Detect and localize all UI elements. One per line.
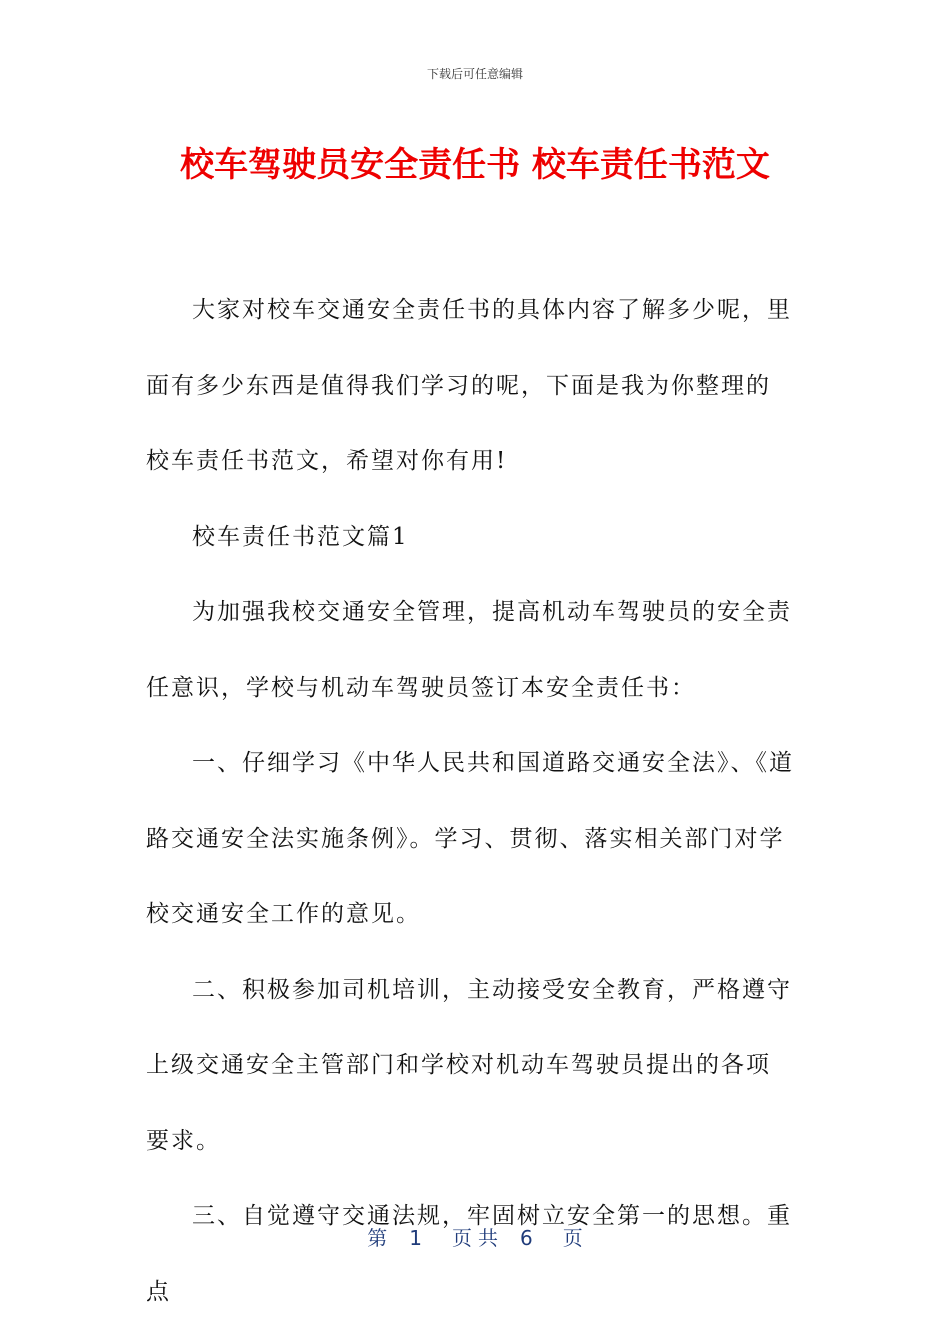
paragraph-section-heading: 校车责任书范文篇1 bbox=[192, 523, 409, 550]
footer-total-pages: 6 bbox=[520, 1226, 533, 1250]
document-title: 校车驾驶员安全责任书 校车责任书范文 bbox=[180, 145, 770, 185]
footer-total-label: 共 bbox=[478, 1226, 498, 1250]
document-body bbox=[146, 273, 794, 1330]
paragraph-purpose: 为加强我校交通安全管理，提高机动车驾驶员的安全责任意识，学校与机动车驾驶员签订本安全责任书： bbox=[146, 599, 792, 701]
paragraph-item-1: 一、仔细学习《中华人民共和国道路交通安全法》、《道路交通安全法实施条例》。学习、贯彻、落实相关部门对学校交通安全工作的意见。 bbox=[146, 750, 794, 927]
footer-total-unit: 页 bbox=[562, 1226, 583, 1250]
footer-current-page: 1 bbox=[409, 1226, 422, 1250]
paragraph-item-3: 三、自觉遵守交通法规，牢固树立安全第一的思想。重点 bbox=[146, 1203, 792, 1305]
page-footer bbox=[0, 1224, 950, 1252]
paragraph-intro: 大家对校车交通安全责任书的具体内容了解多少呢，里面有多少东西是值得我们学习的呢，下面是我为你整理的校车责任书范文，希望对你有用! bbox=[146, 297, 792, 474]
header-note: 下载后可任意编辑 bbox=[426, 67, 523, 81]
footer-page-label: 第 bbox=[367, 1226, 388, 1250]
footer-page-unit: 页 bbox=[452, 1226, 472, 1250]
paragraph-item-2: 二、积极参加司机培训，主动接受安全教育，严格遵守上级交通安全主管部门和学校对机动车驾驶员提出的各项要求。 bbox=[146, 976, 792, 1154]
